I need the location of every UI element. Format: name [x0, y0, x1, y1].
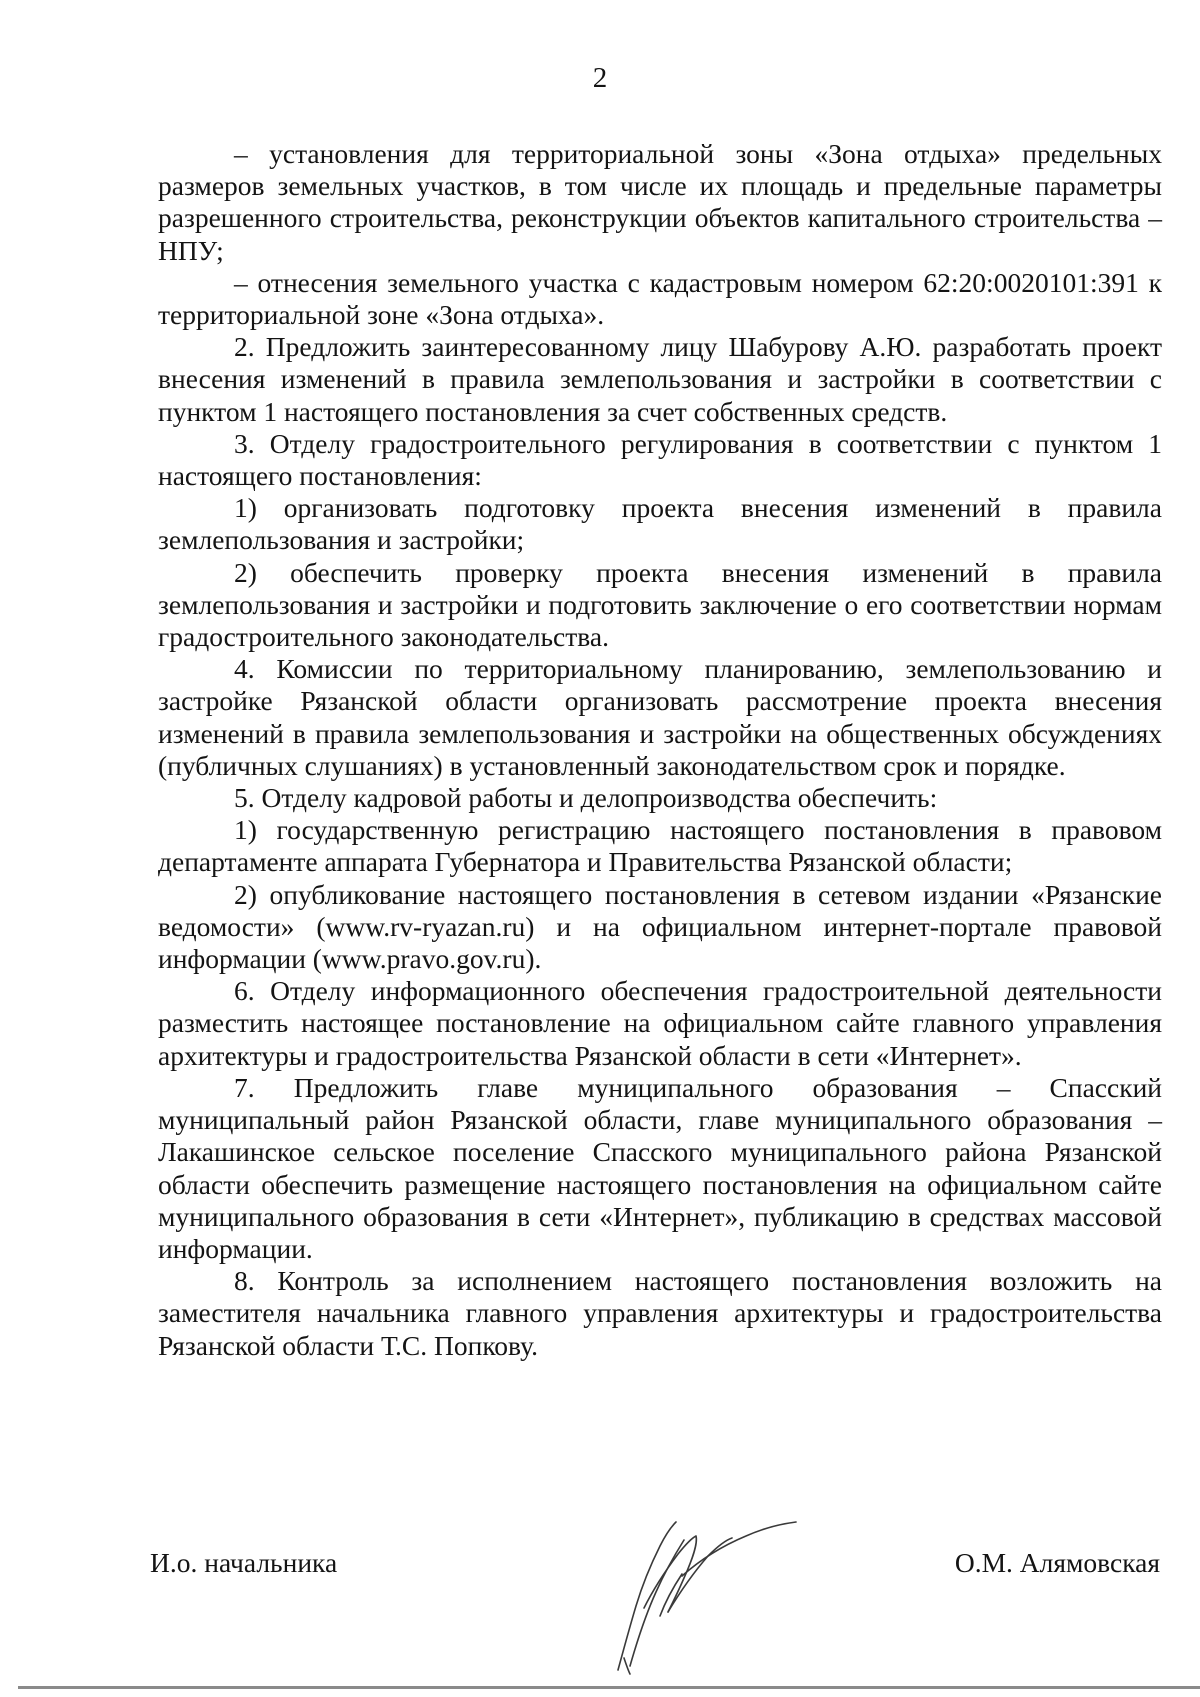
paragraph-item-3: 3. Отделу градостроительного регулирования в соответствии с пунктом 1 настоящего постановления: [158, 427, 1162, 492]
page-bottom-edge [18, 1686, 1200, 1689]
page-number: 2 [592, 62, 608, 94]
paragraph-item-6: 6. Отделу информационного обеспечения градостроительной деятельности разместить настоящее постановление на официальном сайте главного управления архитектуры и градостроительства Рязанской области в сети «Интернет». [158, 975, 1162, 1071]
paragraph-item-7: 7. Предложить главе муниципального образования – Спасский муниципальный район Рязанской области, главе муниципального образования – Лакашинское сельское поселение Спасского муниципального района Рязанской области обеспечить размещение настоящего постановления на официальном сайте муниципального образования в сети «Интернет», публикацию в средствах массовой информации. [158, 1071, 1162, 1264]
paragraph-item-8: 8. Контроль за исполнением настоящего постановления возложить на заместителя начальника главного управления архитектуры и градостроительства Рязанской области Т.С. Попкову. [158, 1265, 1162, 1361]
paragraph-item-5: 5. Отделу кадровой работы и делопроизводства обеспечить: [234, 782, 938, 814]
signer-title: И.о. начальника [150, 1547, 338, 1578]
handwritten-signature [600, 1488, 820, 1678]
paragraph-item-4: 4. Комиссии по территориальному планированию, землепользованию и застройке Рязанской области организовать рассмотрение проекта внесения изменений в правила землепользования и застройки на общественных обсуждениях (публичных слушаниях) в установленный законодательством срок и порядке. [158, 653, 1162, 781]
paragraph-item-2: 2. Предложить заинтересованному лицу Шабурову А.Ю. разработать проект внесения изменений в правила землепользования и застройки в соответствии с пунктом 1 настоящего постановления за счет собственных средств. [158, 331, 1162, 427]
document-body [158, 138, 1162, 1362]
paragraph-item-3-2: 2) обеспечить проверку проекта внесения изменений в правила землепользования и застройки и подготовить заключение о его соответствии нормам градостроительного законодательства. [158, 556, 1162, 653]
paragraph-land-plot-assignment: – отнесения земельного участка с кадастровым номером 62:20:0020101:391 к территориальной зоне «Зона отдыха». [158, 266, 1162, 331]
paragraph-zone-limits: – установления для территориальной зоны «Зона отдыха» предельных размеров земельных участков, в том числе их площадь и предельные параметры разрешенного строительства, реконструкции объектов капитального строительства – НПУ; [158, 138, 1162, 266]
paragraph-item-5-2: 2) опубликование настоящего постановления в сетевом издании «Рязанские ведомости» (www.rv-ryazan.ru) и на официальном интернет-портале правовой информации (www.pravo.gov.ru). [158, 878, 1162, 975]
paragraph-item-3-1: 1) организовать подготовку проекта внесения изменений в правила землепользования и застройки; [158, 492, 1162, 556]
paragraph-item-5-1: 1) государственную регистрацию настоящего постановления в правовом департаменте аппарата Губернатора и Правительства Рязанской области; [158, 814, 1162, 878]
signer-name: О.М. Алямовская [954, 1547, 1160, 1578]
